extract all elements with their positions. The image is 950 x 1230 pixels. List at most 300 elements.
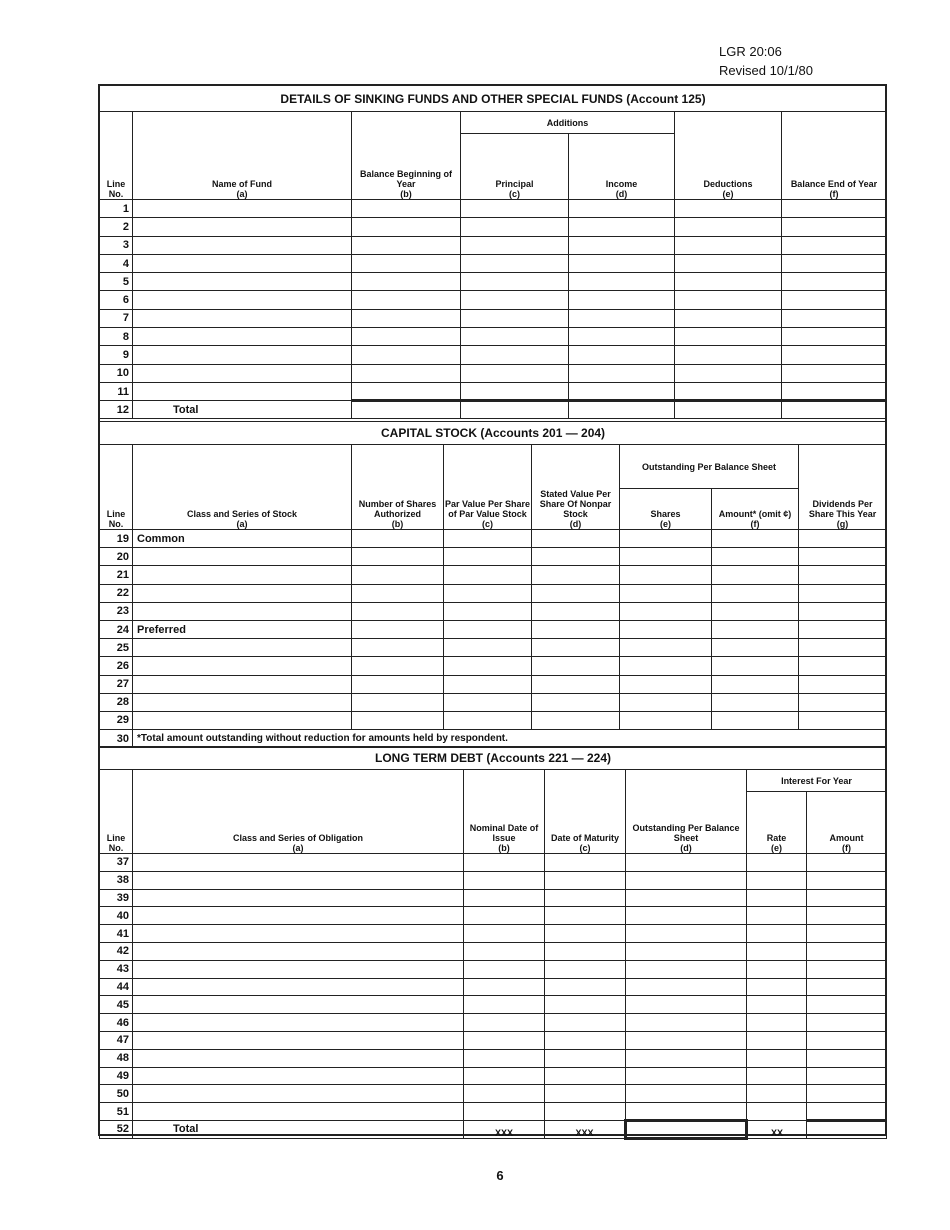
entry-cell[interactable] bbox=[545, 907, 626, 925]
entry-cell[interactable] bbox=[807, 871, 887, 889]
entry-cell[interactable] bbox=[799, 639, 887, 657]
entry-cell[interactable] bbox=[807, 978, 887, 996]
table-row bbox=[100, 364, 887, 382]
entry-cell[interactable] bbox=[461, 364, 569, 382]
line-number: 41 bbox=[100, 925, 133, 943]
entry-cell[interactable] bbox=[747, 1031, 807, 1049]
table-row bbox=[100, 328, 887, 346]
line-number: 25 bbox=[100, 639, 133, 657]
entry-cell[interactable] bbox=[133, 328, 352, 346]
entry-cell[interactable] bbox=[352, 620, 444, 638]
entry-cell[interactable] bbox=[444, 657, 532, 675]
stock-class-label[interactable] bbox=[133, 711, 352, 729]
col-income: Income (d) bbox=[569, 134, 675, 200]
entry-cell[interactable] bbox=[747, 942, 807, 960]
capital-stock-table bbox=[99, 421, 887, 748]
entry-cell[interactable] bbox=[461, 382, 569, 400]
entry-cell[interactable] bbox=[133, 218, 352, 236]
stock-class-label[interactable]: Common bbox=[133, 530, 352, 548]
total-outstanding-cell[interactable] bbox=[626, 1120, 747, 1138]
entry-cell[interactable] bbox=[747, 854, 807, 872]
entry-cell[interactable] bbox=[133, 942, 464, 960]
entry-cell[interactable] bbox=[352, 584, 444, 602]
total-label: Total bbox=[133, 401, 352, 419]
total-rate-xx: XX bbox=[747, 1120, 807, 1138]
line-number: 23 bbox=[100, 602, 133, 620]
entry-cell[interactable] bbox=[626, 1067, 747, 1085]
entry-cell[interactable] bbox=[569, 254, 675, 272]
entry-cell[interactable] bbox=[464, 996, 545, 1014]
entry-cell[interactable] bbox=[569, 382, 675, 400]
entry-cell[interactable] bbox=[461, 200, 569, 218]
entry-cell[interactable] bbox=[352, 566, 444, 584]
entry-cell[interactable] bbox=[626, 960, 747, 978]
entry-cell[interactable] bbox=[569, 346, 675, 364]
entry-cell[interactable] bbox=[444, 675, 532, 693]
long-term-debt-title: LONG TERM DEBT (Accounts 221 — 224) bbox=[100, 747, 887, 770]
entry-cell[interactable] bbox=[464, 1014, 545, 1032]
entry-cell[interactable] bbox=[133, 346, 352, 364]
line-number: 29 bbox=[100, 711, 133, 729]
entry-cell[interactable] bbox=[352, 309, 461, 327]
entry-cell[interactable] bbox=[545, 1031, 626, 1049]
entry-cell[interactable] bbox=[807, 1031, 887, 1049]
entry-cell[interactable] bbox=[444, 548, 532, 566]
entry-cell[interactable] bbox=[626, 1085, 747, 1103]
entry-cell[interactable] bbox=[782, 346, 887, 364]
entry-cell[interactable] bbox=[620, 548, 712, 566]
entry-cell[interactable] bbox=[747, 996, 807, 1014]
entry-cell[interactable] bbox=[444, 639, 532, 657]
line-number: 24 bbox=[100, 620, 133, 638]
entry-cell[interactable] bbox=[133, 382, 352, 400]
entry-cell[interactable] bbox=[464, 871, 545, 889]
entry-cell[interactable] bbox=[620, 675, 712, 693]
entry-cell[interactable] bbox=[675, 273, 782, 291]
entry-cell[interactable] bbox=[626, 978, 747, 996]
entry-cell[interactable] bbox=[352, 200, 461, 218]
entry-cell[interactable] bbox=[782, 364, 887, 382]
entry-cell[interactable] bbox=[133, 996, 464, 1014]
entry-cell[interactable] bbox=[712, 693, 799, 711]
entry-cell[interactable] bbox=[626, 889, 747, 907]
entry-cell[interactable] bbox=[747, 907, 807, 925]
entry-cell[interactable] bbox=[782, 200, 887, 218]
entry-cell[interactable] bbox=[545, 942, 626, 960]
entry-cell[interactable] bbox=[532, 675, 620, 693]
entry-cell[interactable] bbox=[352, 548, 444, 566]
entry-cell[interactable] bbox=[532, 620, 620, 638]
entry-cell[interactable] bbox=[799, 548, 887, 566]
entry-cell[interactable] bbox=[464, 1085, 545, 1103]
entry-cell[interactable] bbox=[352, 328, 461, 346]
capital-stock-footnote: *Total amount outstanding without reduction for amounts held by respondent. bbox=[133, 730, 887, 748]
entry-cell[interactable] bbox=[712, 602, 799, 620]
entry-cell[interactable] bbox=[675, 218, 782, 236]
entry-cell[interactable] bbox=[712, 675, 799, 693]
entry-cell[interactable] bbox=[532, 548, 620, 566]
line-number: 45 bbox=[100, 996, 133, 1014]
entry-cell[interactable] bbox=[464, 960, 545, 978]
entry-cell[interactable] bbox=[464, 1067, 545, 1085]
entry-cell[interactable] bbox=[712, 711, 799, 729]
entry-cell[interactable] bbox=[782, 218, 887, 236]
entry-cell[interactable] bbox=[626, 925, 747, 943]
col-stated-value: Stated Value Per Share Of Nonpar Stock (d) bbox=[532, 445, 620, 530]
entry-cell[interactable] bbox=[133, 907, 464, 925]
entry-cell[interactable] bbox=[807, 1049, 887, 1067]
page-number: 6 bbox=[496, 1168, 504, 1183]
entry-cell[interactable] bbox=[782, 273, 887, 291]
entry-cell[interactable] bbox=[620, 639, 712, 657]
entry-cell[interactable] bbox=[352, 639, 444, 657]
entry-cell[interactable] bbox=[747, 960, 807, 978]
entry-cell[interactable] bbox=[464, 925, 545, 943]
entry-cell[interactable] bbox=[675, 364, 782, 382]
entry-cell[interactable] bbox=[545, 1067, 626, 1085]
line-number: 9 bbox=[100, 346, 133, 364]
entry-cell[interactable] bbox=[626, 907, 747, 925]
entry-cell[interactable] bbox=[799, 693, 887, 711]
entry-cell[interactable] bbox=[133, 925, 464, 943]
stock-class-label[interactable]: Preferred bbox=[133, 620, 352, 638]
entry-cell[interactable] bbox=[545, 978, 626, 996]
table-row bbox=[100, 548, 887, 566]
entry-cell[interactable] bbox=[807, 907, 887, 925]
entry-cell[interactable] bbox=[569, 200, 675, 218]
entry-cell[interactable] bbox=[461, 254, 569, 272]
entry-cell[interactable] bbox=[807, 889, 887, 907]
entry-cell[interactable] bbox=[747, 889, 807, 907]
entry-cell[interactable] bbox=[461, 328, 569, 346]
entry-cell[interactable] bbox=[799, 530, 887, 548]
entry-cell[interactable] bbox=[807, 1014, 887, 1032]
entry-cell[interactable] bbox=[545, 960, 626, 978]
entry-cell[interactable] bbox=[782, 254, 887, 272]
entry-cell[interactable] bbox=[807, 1085, 887, 1103]
entry-cell[interactable] bbox=[782, 291, 887, 309]
entry-cell[interactable] bbox=[532, 657, 620, 675]
entry-cell[interactable] bbox=[352, 218, 461, 236]
entry-cell[interactable] bbox=[626, 1103, 747, 1121]
entry-cell[interactable] bbox=[675, 291, 782, 309]
line-number: 20 bbox=[100, 548, 133, 566]
entry-cell[interactable] bbox=[133, 236, 352, 254]
entry-cell[interactable] bbox=[545, 1049, 626, 1067]
table-row bbox=[100, 620, 887, 638]
entry-cell[interactable] bbox=[444, 584, 532, 602]
entry-cell[interactable] bbox=[747, 871, 807, 889]
entry-cell[interactable] bbox=[620, 566, 712, 584]
entry-cell[interactable] bbox=[747, 1103, 807, 1121]
entry-cell[interactable] bbox=[626, 1049, 747, 1067]
entry-cell[interactable] bbox=[444, 620, 532, 638]
col-dividends: Dividends Per Share This Year (g) bbox=[799, 445, 887, 530]
entry-cell[interactable] bbox=[675, 346, 782, 364]
entry-cell[interactable] bbox=[626, 996, 747, 1014]
entry-cell[interactable] bbox=[569, 218, 675, 236]
entry-cell[interactable] bbox=[133, 1014, 464, 1032]
entry-cell[interactable] bbox=[569, 328, 675, 346]
entry-cell[interactable] bbox=[545, 1014, 626, 1032]
entry-cell[interactable] bbox=[532, 711, 620, 729]
entry-cell[interactable] bbox=[352, 254, 461, 272]
entry-cell[interactable] bbox=[461, 218, 569, 236]
entry-cell[interactable] bbox=[133, 1031, 464, 1049]
entry-cell[interactable] bbox=[782, 309, 887, 327]
entry-cell[interactable] bbox=[626, 1031, 747, 1049]
entry-cell[interactable] bbox=[352, 675, 444, 693]
entry-cell[interactable] bbox=[712, 566, 799, 584]
line-number: 22 bbox=[100, 584, 133, 602]
entry-cell[interactable] bbox=[807, 960, 887, 978]
col-shares-authorized: Number of Shares Authorized (b) bbox=[352, 445, 444, 530]
entry-cell[interactable] bbox=[532, 639, 620, 657]
table-row bbox=[100, 1049, 887, 1067]
entry-cell[interactable] bbox=[782, 328, 887, 346]
entry-cell[interactable] bbox=[799, 620, 887, 638]
entry-cell[interactable] bbox=[444, 566, 532, 584]
line-number: 49 bbox=[100, 1067, 133, 1085]
entry-cell[interactable] bbox=[807, 996, 887, 1014]
stock-class-label[interactable] bbox=[133, 657, 352, 675]
table-row bbox=[100, 236, 887, 254]
additions-header: Additions bbox=[461, 112, 675, 134]
entry-cell[interactable] bbox=[461, 236, 569, 254]
col-class-series-stock: Class and Series of Stock (a) bbox=[133, 445, 352, 530]
entry-cell[interactable] bbox=[532, 584, 620, 602]
entry-cell[interactable] bbox=[807, 1067, 887, 1085]
entry-cell[interactable] bbox=[675, 236, 782, 254]
entry-cell[interactable] bbox=[133, 364, 352, 382]
entry-cell[interactable] bbox=[444, 711, 532, 729]
entry-cell[interactable] bbox=[620, 602, 712, 620]
total-date-issue-xxx: XXX bbox=[464, 1120, 545, 1138]
entry-cell[interactable] bbox=[352, 530, 444, 548]
entry-cell[interactable] bbox=[799, 584, 887, 602]
table-row bbox=[100, 291, 887, 309]
entry-cell[interactable] bbox=[461, 309, 569, 327]
entry-cell[interactable] bbox=[675, 254, 782, 272]
entry-cell[interactable] bbox=[569, 273, 675, 291]
line-number: 6 bbox=[100, 291, 133, 309]
entry-cell[interactable] bbox=[620, 711, 712, 729]
entry-cell[interactable] bbox=[352, 291, 461, 309]
entry-cell[interactable] bbox=[461, 273, 569, 291]
entry-cell[interactable] bbox=[747, 1014, 807, 1032]
entry-cell[interactable] bbox=[712, 657, 799, 675]
entry-cell[interactable] bbox=[675, 382, 782, 400]
entry-cell[interactable] bbox=[352, 382, 461, 400]
entry-cell[interactable] bbox=[133, 960, 464, 978]
entry-cell[interactable] bbox=[545, 1103, 626, 1121]
entry-cell[interactable] bbox=[352, 711, 444, 729]
entry-cell[interactable] bbox=[532, 602, 620, 620]
table-row bbox=[100, 382, 887, 400]
entry-cell[interactable] bbox=[620, 584, 712, 602]
entry-cell[interactable] bbox=[532, 693, 620, 711]
entry-cell[interactable] bbox=[352, 273, 461, 291]
table-row bbox=[100, 273, 887, 291]
entry-cell[interactable] bbox=[133, 309, 352, 327]
col-interest-amount: Amount (f) bbox=[807, 792, 887, 854]
table-row bbox=[100, 907, 887, 925]
entry-cell[interactable] bbox=[782, 236, 887, 254]
total-cell[interactable] bbox=[461, 401, 569, 419]
entry-cell[interactable] bbox=[133, 291, 352, 309]
stock-class-label[interactable] bbox=[133, 566, 352, 584]
entry-cell[interactable] bbox=[133, 200, 352, 218]
entry-cell[interactable] bbox=[807, 854, 887, 872]
entry-cell[interactable] bbox=[133, 889, 464, 907]
entry-cell[interactable] bbox=[545, 889, 626, 907]
line-number: 28 bbox=[100, 693, 133, 711]
entry-cell[interactable] bbox=[626, 871, 747, 889]
entry-cell[interactable] bbox=[747, 925, 807, 943]
entry-cell[interactable] bbox=[712, 639, 799, 657]
entry-cell[interactable] bbox=[620, 657, 712, 675]
entry-cell[interactable] bbox=[626, 942, 747, 960]
total-cell[interactable] bbox=[569, 401, 675, 419]
entry-cell[interactable] bbox=[799, 602, 887, 620]
entry-cell[interactable] bbox=[464, 978, 545, 996]
entry-cell[interactable] bbox=[133, 978, 464, 996]
entry-cell[interactable] bbox=[799, 711, 887, 729]
entry-cell[interactable] bbox=[133, 273, 352, 291]
entry-cell[interactable] bbox=[807, 942, 887, 960]
line-number: 7 bbox=[100, 309, 133, 327]
entry-cell[interactable] bbox=[352, 602, 444, 620]
entry-cell[interactable] bbox=[532, 566, 620, 584]
entry-cell[interactable] bbox=[545, 871, 626, 889]
entry-cell[interactable] bbox=[620, 693, 712, 711]
entry-cell[interactable] bbox=[133, 854, 464, 872]
entry-cell[interactable] bbox=[807, 925, 887, 943]
total-cell[interactable] bbox=[352, 401, 461, 419]
stock-class-label[interactable] bbox=[133, 602, 352, 620]
stock-class-label[interactable] bbox=[133, 548, 352, 566]
entry-cell[interactable] bbox=[532, 530, 620, 548]
entry-cell[interactable] bbox=[444, 602, 532, 620]
table-row bbox=[100, 925, 887, 943]
entry-cell[interactable] bbox=[712, 584, 799, 602]
stock-class-label[interactable] bbox=[133, 675, 352, 693]
entry-cell[interactable] bbox=[464, 854, 545, 872]
table-row bbox=[100, 530, 887, 548]
entry-cell[interactable] bbox=[675, 328, 782, 346]
entry-cell[interactable] bbox=[545, 1085, 626, 1103]
entry-cell[interactable] bbox=[799, 657, 887, 675]
entry-cell[interactable] bbox=[352, 657, 444, 675]
entry-cell[interactable] bbox=[569, 291, 675, 309]
entry-cell[interactable] bbox=[747, 1085, 807, 1103]
entry-cell[interactable] bbox=[133, 254, 352, 272]
table-row bbox=[100, 889, 887, 907]
line-number: 52 bbox=[100, 1120, 133, 1138]
entry-cell[interactable] bbox=[782, 382, 887, 400]
table-row bbox=[100, 566, 887, 584]
entry-cell[interactable] bbox=[569, 364, 675, 382]
long-term-debt-table bbox=[99, 746, 887, 1140]
entry-cell[interactable] bbox=[352, 364, 461, 382]
entry-cell[interactable] bbox=[464, 942, 545, 960]
entry-cell[interactable] bbox=[712, 548, 799, 566]
line-number: 40 bbox=[100, 907, 133, 925]
col-line-no: Line No. bbox=[100, 770, 133, 854]
table-row bbox=[100, 871, 887, 889]
entry-cell[interactable] bbox=[464, 1049, 545, 1067]
col-balance-end: Balance End of Year (f) bbox=[782, 112, 887, 200]
entry-cell[interactable] bbox=[461, 346, 569, 364]
entry-cell[interactable] bbox=[747, 978, 807, 996]
entry-cell[interactable] bbox=[620, 530, 712, 548]
stock-class-label[interactable] bbox=[133, 639, 352, 657]
entry-cell[interactable] bbox=[620, 620, 712, 638]
entry-cell[interactable] bbox=[747, 1067, 807, 1085]
entry-cell[interactable] bbox=[807, 1103, 887, 1121]
entry-cell[interactable] bbox=[675, 309, 782, 327]
entry-cell[interactable] bbox=[133, 1067, 464, 1085]
entry-cell[interactable] bbox=[464, 889, 545, 907]
entry-cell[interactable] bbox=[712, 620, 799, 638]
entry-cell[interactable] bbox=[675, 200, 782, 218]
entry-cell[interactable] bbox=[626, 854, 747, 872]
entry-cell[interactable] bbox=[461, 291, 569, 309]
entry-cell[interactable] bbox=[133, 1103, 464, 1121]
entry-cell[interactable] bbox=[799, 566, 887, 584]
entry-cell[interactable] bbox=[444, 530, 532, 548]
entry-cell[interactable] bbox=[569, 236, 675, 254]
stock-class-label[interactable] bbox=[133, 584, 352, 602]
total-interest-amount-cell[interactable] bbox=[807, 1120, 887, 1138]
table-row bbox=[100, 584, 887, 602]
entry-cell[interactable] bbox=[352, 236, 461, 254]
entry-cell[interactable] bbox=[464, 1103, 545, 1121]
entry-cell[interactable] bbox=[464, 1031, 545, 1049]
table-row bbox=[100, 1103, 887, 1121]
entry-cell[interactable] bbox=[133, 1049, 464, 1067]
entry-cell[interactable] bbox=[352, 693, 444, 711]
entry-cell[interactable] bbox=[799, 675, 887, 693]
table-row bbox=[100, 657, 887, 675]
line-number: 2 bbox=[100, 218, 133, 236]
entry-cell[interactable] bbox=[712, 530, 799, 548]
entry-cell[interactable] bbox=[747, 1049, 807, 1067]
entry-cell[interactable] bbox=[464, 907, 545, 925]
line-number: 19 bbox=[100, 530, 133, 548]
table-row bbox=[100, 218, 887, 236]
entry-cell[interactable] bbox=[626, 1014, 747, 1032]
entry-cell[interactable] bbox=[545, 925, 626, 943]
stock-class-label[interactable] bbox=[133, 693, 352, 711]
col-principal: Principal (c) bbox=[461, 134, 569, 200]
total-cell[interactable] bbox=[782, 401, 887, 419]
capital-stock-title: CAPITAL STOCK (Accounts 201 — 204) bbox=[100, 422, 887, 445]
entry-cell[interactable] bbox=[133, 871, 464, 889]
entry-cell[interactable] bbox=[569, 309, 675, 327]
entry-cell[interactable] bbox=[545, 996, 626, 1014]
revised-date: Revised 10/1/80 bbox=[719, 63, 813, 78]
entry-cell[interactable] bbox=[133, 1085, 464, 1103]
entry-cell[interactable] bbox=[352, 346, 461, 364]
total-cell[interactable] bbox=[675, 401, 782, 419]
line-number: 3 bbox=[100, 236, 133, 254]
entry-cell[interactable] bbox=[545, 854, 626, 872]
entry-cell[interactable] bbox=[444, 693, 532, 711]
sinking-funds-total-row bbox=[100, 401, 887, 419]
form-id: LGR 20:06 bbox=[719, 44, 782, 59]
total-date-maturity-xxx: XXX bbox=[545, 1120, 626, 1138]
